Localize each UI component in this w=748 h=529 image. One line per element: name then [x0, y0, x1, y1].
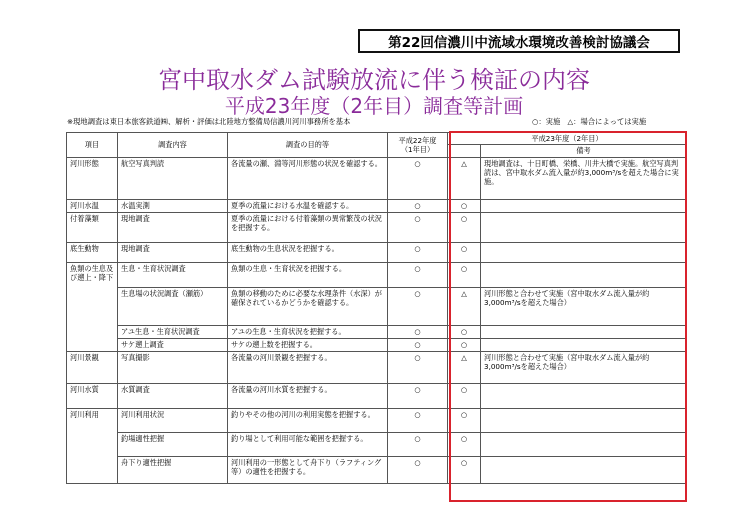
row-content: サケ遡上調査 — [118, 338, 228, 351]
row-h22-mark: ○ — [388, 383, 448, 408]
header-remarks: 備考 — [481, 145, 687, 157]
row-h22-mark: ○ — [388, 456, 448, 483]
row-purpose: 底生動物の生息状況を把握する。 — [228, 242, 388, 262]
row-remarks: 河川形態と合わせて実施（宮中取水ダム流入量が約3,000m³/sを超えた場合） — [481, 351, 687, 383]
table-row — [67, 212, 687, 242]
row-h22-mark: ○ — [388, 262, 448, 287]
page-title: 宮中取水ダム試験放流に伴う検証の内容 — [158, 66, 590, 94]
header-h22: 平成22年度 （1年目） — [388, 133, 448, 158]
header-item: 項目 — [67, 133, 118, 158]
row-h23-mark: △ — [448, 157, 481, 199]
row-remarks — [481, 408, 687, 432]
row-h23-mark: ○ — [448, 383, 481, 408]
row-content: 生息・生育状況調査 — [118, 262, 228, 287]
table-row — [67, 408, 687, 432]
row-purpose: 釣りやその他の河川の利用実態を把握する。 — [228, 408, 388, 432]
header-purpose: 調査の目的等 — [228, 133, 388, 158]
row-purpose: 各流量の河川景観を把握する。 — [228, 351, 388, 383]
row-remarks: 現地調査は、十日町橋、栄橋、川井大橋で実施。航空写真判読は、宮中取水ダム流入量が約3,000m³/sを超えた場合に実施。 — [481, 157, 687, 199]
row-content: 生息場の状況調査（瀬筋） — [118, 287, 228, 325]
row-item: 魚類の生息及び遡上・降下 — [67, 262, 118, 351]
row-content: 航空写真判読 — [118, 157, 228, 199]
row-h23-mark: ○ — [448, 325, 481, 338]
row-purpose: 各流量の河川水質を把握する。 — [228, 383, 388, 408]
header-content: 調査内容 — [118, 133, 228, 158]
row-item: 付着藻類 — [67, 212, 118, 242]
table-row — [67, 287, 687, 325]
row-purpose: 釣り場として利用可能な範囲を把握する。 — [228, 432, 388, 456]
row-item: 河川利用 — [67, 408, 118, 483]
symbol-legend: ○：実施 △：場合によっては実施 — [532, 117, 647, 126]
row-content: 写真撮影 — [118, 351, 228, 383]
row-h22-mark: ○ — [388, 338, 448, 351]
row-purpose: 夏季の流量における水温を確認する。 — [228, 199, 388, 212]
row-content: 水質調査 — [118, 383, 228, 408]
row-purpose: 夏季の流量における付着藻類の異常繁茂の状況を把握する。 — [228, 212, 388, 242]
row-h22-mark: ○ — [388, 408, 448, 432]
row-purpose: サケの遡上数を把握する。 — [228, 338, 388, 351]
row-content: 舟下り適性把握 — [118, 456, 228, 483]
header-h23: 平成23年度（2年目） — [448, 133, 687, 145]
row-h23-mark: ○ — [448, 338, 481, 351]
row-remarks — [481, 432, 687, 456]
row-purpose: アユの生息・生育状況を把握する。 — [228, 325, 388, 338]
row-purpose: 魚類の生息・生育状況を把握する。 — [228, 262, 388, 287]
row-item: 河川水質 — [67, 383, 118, 408]
header-h23-mark — [448, 145, 481, 157]
row-h23-mark: ○ — [448, 242, 481, 262]
row-item: 河川形態 — [67, 157, 118, 199]
table-row — [67, 325, 687, 338]
row-remarks — [481, 338, 687, 351]
council-label: 第22回信濃川中流域水環境改善検討協議会 — [358, 29, 680, 53]
row-content: アユ生息・生育状況調査 — [118, 325, 228, 338]
row-remarks — [481, 456, 687, 483]
row-h22-mark: ○ — [388, 325, 448, 338]
row-h23-mark: △ — [448, 287, 481, 325]
table-row — [67, 383, 687, 408]
row-remarks — [481, 212, 687, 242]
row-remarks — [481, 383, 687, 408]
row-h23-mark: ○ — [448, 408, 481, 432]
table-row — [67, 262, 687, 287]
row-content: 水温実測 — [118, 199, 228, 212]
row-h23-mark: △ — [448, 351, 481, 383]
row-remarks — [481, 262, 687, 287]
survey-note: ※現地調査は東日本旅客鉄道㈱、解析・評価は北陸地方整備局信濃川河川事務所を基本 — [67, 117, 351, 126]
row-h22-mark: ○ — [388, 287, 448, 325]
row-h23-mark: ○ — [448, 212, 481, 242]
row-h22-mark: ○ — [388, 212, 448, 242]
table-row — [67, 199, 687, 212]
row-h22-mark: ○ — [388, 157, 448, 199]
survey-plan-table — [66, 132, 687, 484]
table-row — [67, 351, 687, 383]
table-row — [67, 157, 687, 199]
table-row — [67, 456, 687, 483]
row-h23-mark: ○ — [448, 456, 481, 483]
row-item: 底生動物 — [67, 242, 118, 262]
row-h22-mark: ○ — [388, 242, 448, 262]
row-item: 河川水温 — [67, 199, 118, 212]
row-remarks — [481, 199, 687, 212]
table-row — [67, 242, 687, 262]
row-content: 現地調査 — [118, 242, 228, 262]
table-row — [67, 338, 687, 351]
row-purpose: 河川利用の一形態として舟下り（ラフティング等）の適性を把握する。 — [228, 456, 388, 483]
table-row — [67, 432, 687, 456]
row-item: 河川景観 — [67, 351, 118, 383]
row-remarks — [481, 325, 687, 338]
row-h22-mark: ○ — [388, 432, 448, 456]
row-purpose: 各流量の瀬、淵等河川形態の状況を確認する。 — [228, 157, 388, 199]
row-h22-mark: ○ — [388, 351, 448, 383]
row-content: 現地調査 — [118, 212, 228, 242]
row-h22-mark: ○ — [388, 199, 448, 212]
row-purpose: 魚類の移動のために必要な水理条件（水深）が確保されているかどうかを確認する。 — [228, 287, 388, 325]
row-content: 河川利用状況 — [118, 408, 228, 432]
row-h23-mark: ○ — [448, 262, 481, 287]
row-h23-mark: ○ — [448, 432, 481, 456]
row-h23-mark: ○ — [448, 199, 481, 212]
row-remarks: 河川形態と合わせて実施（宮中取水ダム流入量が約3,000m³/sを超えた場合） — [481, 287, 687, 325]
row-content: 釣場適性把握 — [118, 432, 228, 456]
page-subtitle: 平成23年度（2年目）調査等計画 — [224, 94, 524, 118]
row-remarks — [481, 242, 687, 262]
